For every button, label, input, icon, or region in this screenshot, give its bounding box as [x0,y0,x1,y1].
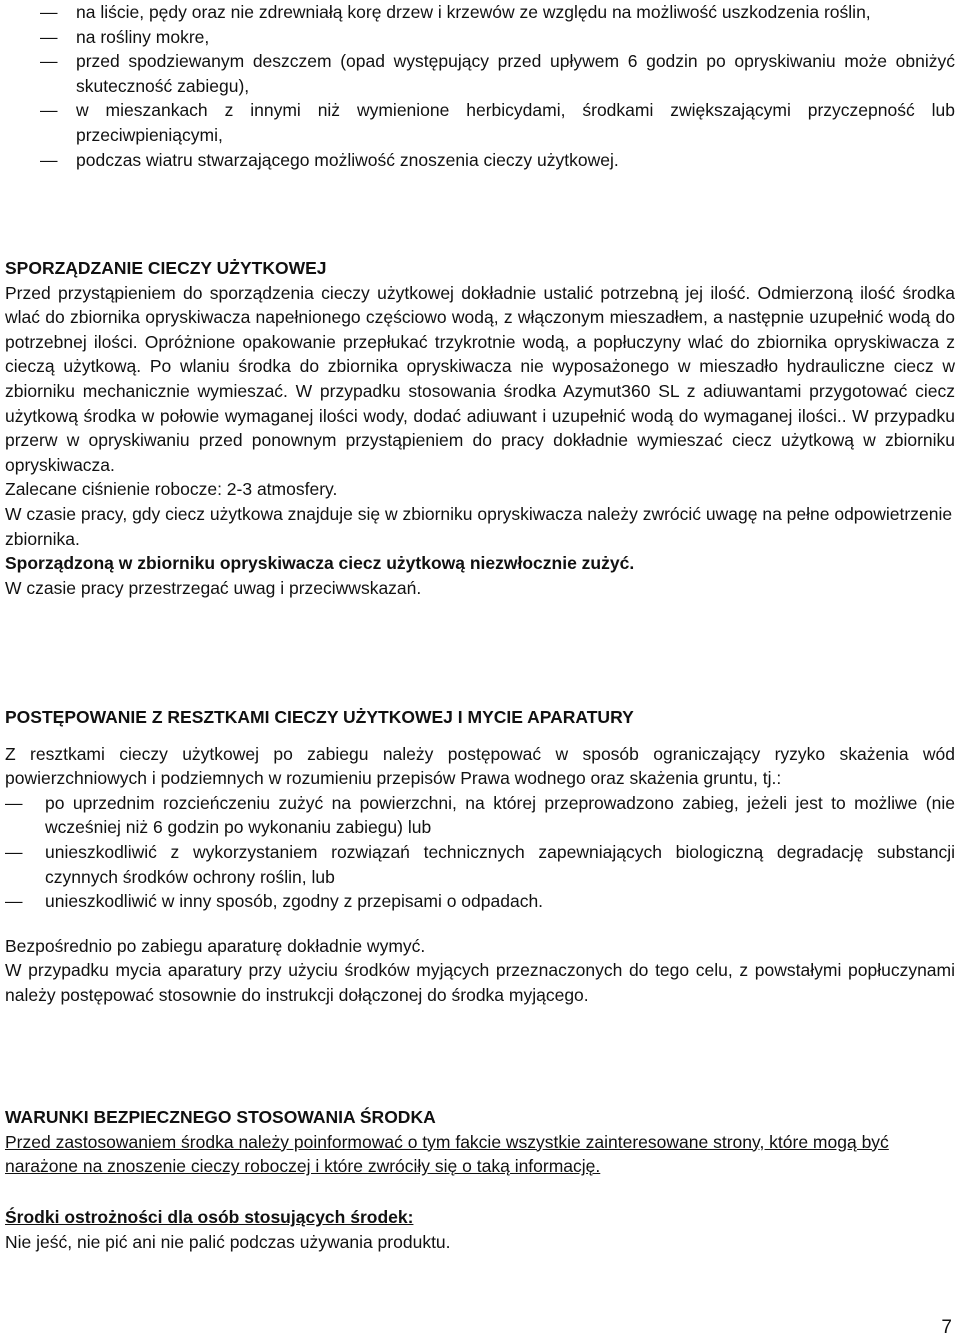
pressure-note: Zalecane ciśnienie robocze: 2-3 atmosfery. [5,479,338,500]
page-number: 7 [941,1317,952,1339]
dash-bullet: — [40,2,58,22]
dash-bullet: — [5,841,23,862]
dash-bullet: — [40,26,58,47]
precautions-text: Nie jeść, nie pić ani nie palić podczas używania produktu. [5,1231,451,1252]
list-item: — podczas wiatru stwarzającego możliwość znoszenia cieczy użytkowej. [5,148,955,173]
work-note: W czasie pracy, gdy ciecz użytkowa znajduje się w zbiorniku opryskiwacza należy zwrócić uwagę na pełne odpowietrzenie zbiornika. [5,503,953,549]
section-residues [5,705,955,1008]
dash-bullet: — [40,51,58,72]
list-item: — po uprzednim rozcieńczeniu zużyć na powierzchni, na której przeprowadzono zabieg, jeżeli jest to możliwe (nie wcześniej niż 6 godzin po wykonaniu zabiegu) lub [5,792,955,838]
section-safety-conditions [5,1105,955,1179]
dash-bullet: — [5,792,23,813]
list-item: — na rośliny mokre, [5,25,955,50]
section-preparation [5,256,955,600]
section-heading: SPORZĄDZANIE CIECZY UŻYTKOWEJ [5,258,327,278]
section-heading: WARUNKI BEZPIECZNEGO STOSOWANIA ŚRODKA [5,1107,436,1127]
section-precautions [5,1205,955,1254]
safety-notice: Przed zastosowaniem środka należy poinformować o tym fakcie wszystkie zainteresowane strony, które mogą być narażone na znoszenie cieczy roboczej i które zwróciły się o taką informację. [5,1131,889,1177]
residues-intro: Z resztkami cieczy użytkowej po zabiegu należy postępować w sposób ograniczający ryzyko skażenia wód powierzchniowych i podziemnych w rozumieniu przepisów Prawa wodnego oraz skażenia gruntu, tj.: [5,743,955,789]
wash-note: Bezpośrednio po zabiegu aparaturę dokładnie wymyć. [5,935,426,956]
list-item: — przed spodziewanym deszczem (opad występujący przed upływem 6 godzin po opryskiwaniu może obniżyć skuteczność zabiegu), [40,51,955,96]
wash-detail: W przypadku mycia aparatury przy użyciu środków myjących przeznaczonych do tego celu, z powstałymi popłuczynami należy postępować stosownie do instrukcji dołączonej do środka myjącego. [5,960,955,1005]
last-note: W czasie pracy przestrzegać uwag i przeciwwskazań. [5,577,422,598]
list-item: — w mieszankach z innymi niż wymienione herbicydami, środkami zwiększającymi przyczepność lub przeciwpieniącymi, [40,100,955,145]
bold-note: Sporządzoną w zbiorniku opryskiwacza ciecz użytkową niezwłocznie zużyć. [5,553,635,574]
residues-list [5,791,955,914]
dash-bullet: — [40,100,58,121]
section-heading: Środki ostrożności dla osób stosujących środek: [5,1207,414,1227]
list-item: — unieszkodliwić w inny sposób, zgodny z przepisami o odpadach. [5,889,955,914]
section-heading: POSTĘPOWANIE Z RESZTKAMI CIECZY UŻYTKOWEJ I MYCIE APARATURY [5,707,634,727]
list-item: — unieszkodliwić z wykorzystaniem rozwiązań technicznych zapewniających biologiczną degradację substancji czynnych środków ochrony roślin, lub [5,841,955,887]
list-item: — na liściе, pędy oraz nie zdrewniałą korę drzew i krzewów ze względu na możliwość uszkodzenia roślin, [5,0,955,25]
preparation-paragraph: Przed przystąpieniem do sporządzenia cieczy użytkowej dokładnie ustalić potrzebną jej ilość. Odmierzoną ilość środka wlać do zbiornika opryskiwacza napełnionego częściowo wodą, z włączonym mieszadłem, a następnie uzupełnić wodą do potrzebnej ilości. Opróżnione opakowanie przepłukać trzykrotnie wodą, a popłuczyny wlać do zbiornika opryskiwacza z cieczą użytkową. Po wlaniu środka do zbiornika opryskiwacza nie wyposażonego w mieszadło hydrauliczne ciecz w zbiorniku mechanicznie wymieszać. W przypadku stosowania środka Azymut360 SL z adiuwantami przygotować ciecz użytkową środka w połowie wymaganej ilości wody, dodać adiuwant i uzupełnić wodą do wymaganej ilości.. W przypadku przerw w opryskiwaniu przed ponownym przystąpieniem do pracy dokładnie wymieszać ciecz użytkową w zbiorniku opryskiwacza. [5,282,955,475]
dash-bullet: — [5,891,23,912]
dash-bullet: — [40,149,58,170]
restrictions-list [5,0,955,172]
